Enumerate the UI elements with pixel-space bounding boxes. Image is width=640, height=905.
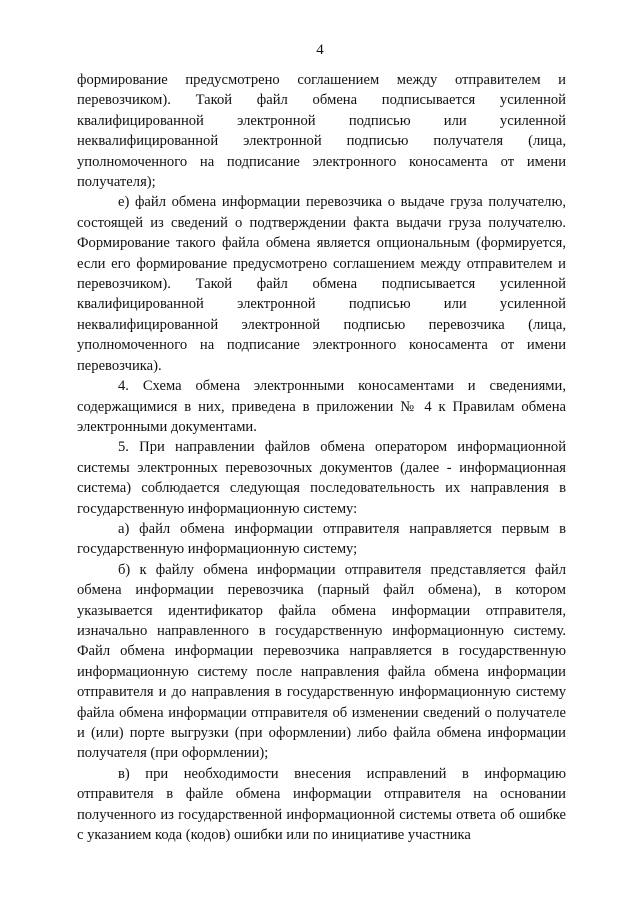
document-body — [77, 70, 566, 845]
paragraph-item-e: е) файл обмена информации перевозчика о выдаче груза получателю, состоящей из сведений о подтверждении факта выдачи груза получателю. Формирование такого файла обмена является опциональным (формируется, если его формирование предусмотрено соглашением между отправителем и перевозчиком). Такой файл обмена подписывается усиленной квалифицированной электронной подписью или усиленной неквалифицированной электронной подписью перевозчика (лица, уполномоченного на подписание электронного коносамента от имени перевозчика). — [77, 194, 566, 374]
page-number: 4 — [316, 42, 324, 58]
paragraph-continuation: формирование предусмотрено соглашением между отправителем и перевозчиком). Такой файл обмена подписывается усиленной квалифицированной электронной подписью или усиленной неквалифицированной электронной подписью получателя (лица, уполномоченного на подписание электронного коносамента от имени получателя); — [77, 72, 566, 191]
paragraph-section-5: 5. При направлении файлов обмена оператором информационной системы электронных перевозочных документов (далее - информационная система) соблюдается следующая последовательность их направления в государственную информационную систему: — [77, 439, 566, 517]
paragraph-item-a: а) файл обмена информации отправителя направляется первым в государственную информационную систему; — [77, 520, 566, 558]
paragraph-item-v: в) при необходимости внесения исправлений в информацию отправителя в файле обмена информации отправителя на основании полученного из государственной информационной системы ответа об ошибке с указанием кода (кодов) ошибки или по инициативе участника — [77, 765, 566, 844]
paragraph-item-b: б) к файлу обмена информации отправителя представляется файл обмена информации перевозчика (парный файл обмена), в котором указывается идентификатор файла обмена информации отправителя, изначально направленного в государственную информационную систему. Файл обмена информации перевозчика направляется в государственную информационную систему после направления файла обмена информации отправителя и до направления в государственную информационную систему файла обмена информации отправителя об изменении сведений о получателе и (или) порте выгрузки (при оформлении) либо файла обмена информации получателя (при оформлении); — [77, 561, 566, 762]
paragraph-section-4: 4. Схема обмена электронными коносаментами и сведениями, содержащимися в них, приведена в приложении № 4 к Правилам обмена электронными документами. — [77, 378, 566, 435]
